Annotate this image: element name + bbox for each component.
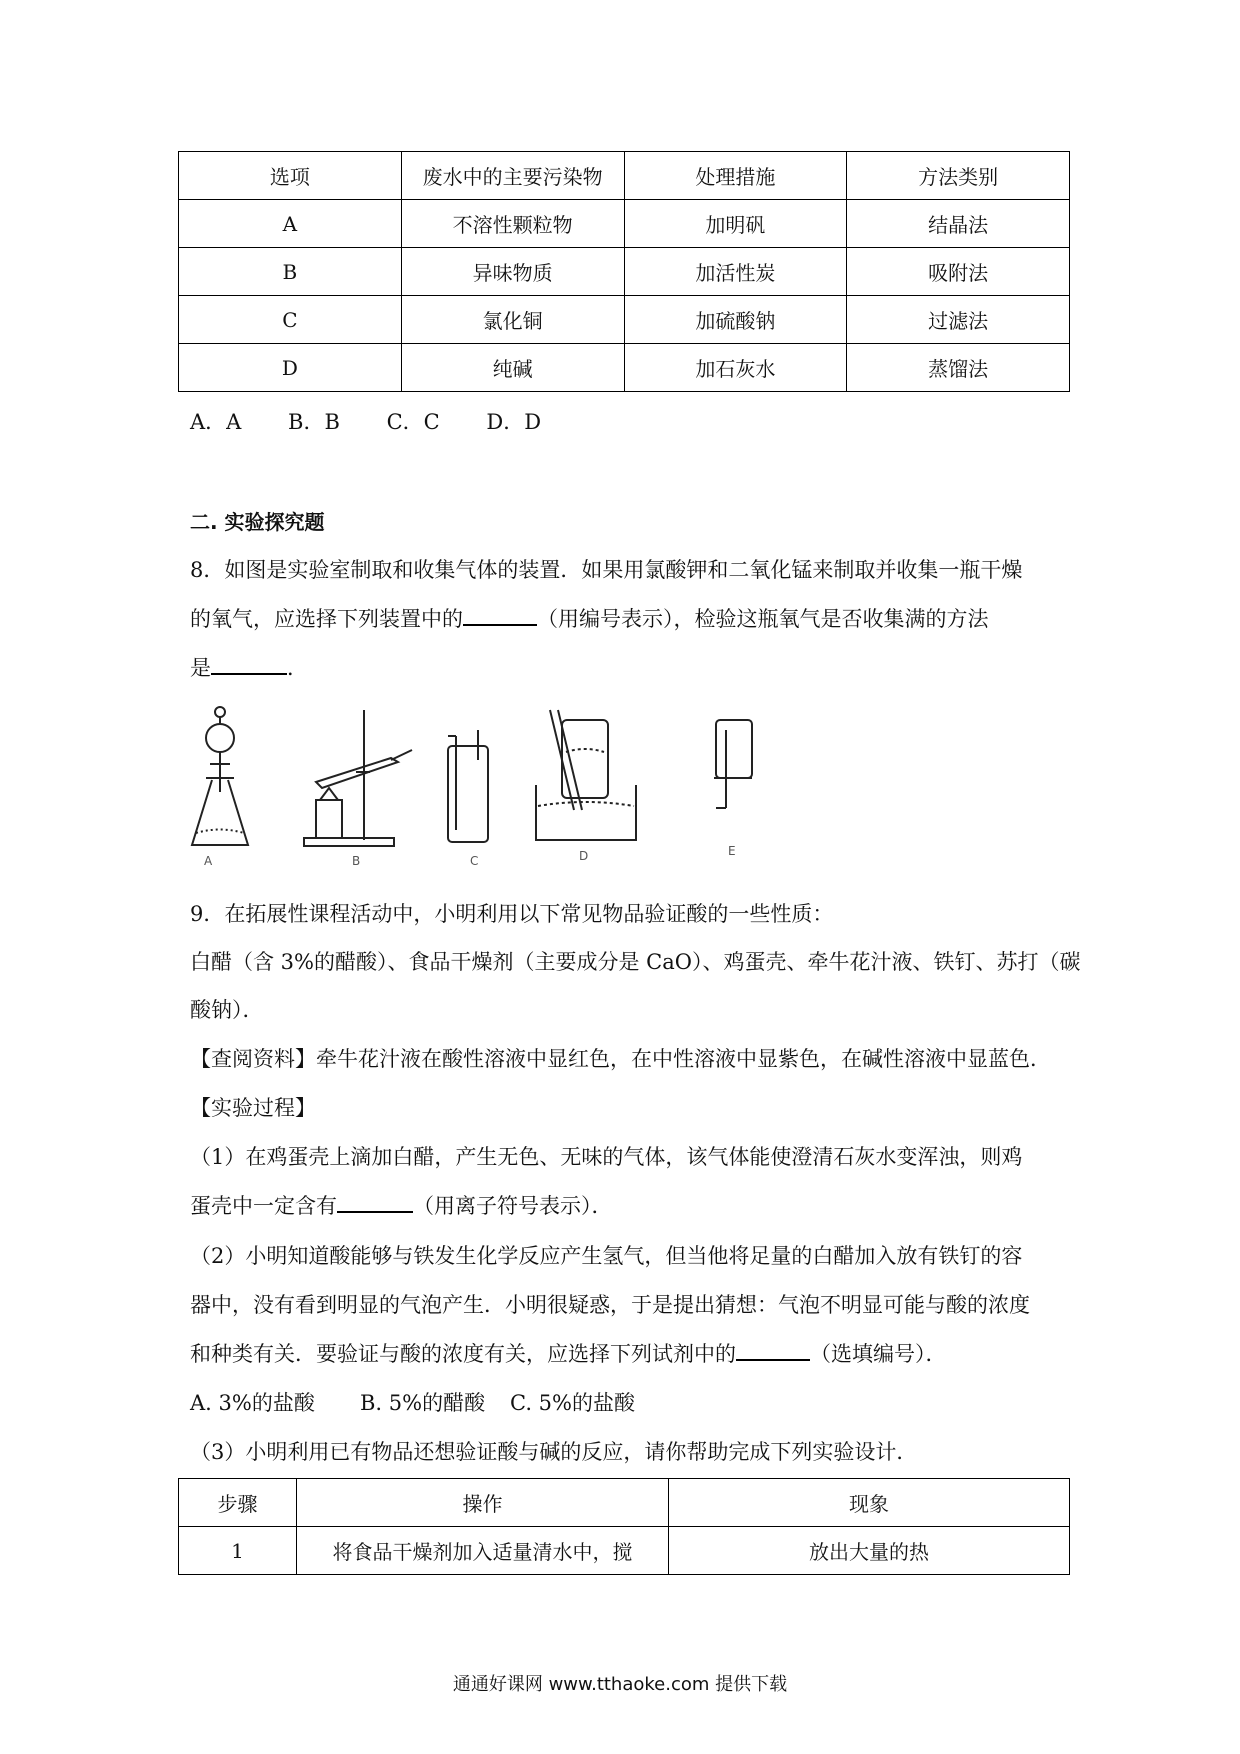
q9-part2-line: 器中，没有看到明显的气泡产生．小明很疑惑，于是提出猜想：气泡不明显可能与酸的浓度 bbox=[190, 1293, 1030, 1317]
wastewater-table bbox=[178, 151, 1070, 392]
q9-part1-line bbox=[190, 1192, 613, 1220]
q9-intro: 9．在拓展性课程活动中，小明利用以下常见物品验证酸的一些性质： bbox=[190, 902, 834, 926]
table-cell: 氯化铜 bbox=[401, 296, 624, 344]
q9-reference: 【查阅资料】牵牛花汁液在酸性溶液中显红色，在中性溶液中显紫色，在碱性溶液中显蓝色． bbox=[190, 1047, 1051, 1071]
table-cell: 不溶性颗粒物 bbox=[401, 200, 624, 248]
header-cell: 操作 bbox=[297, 1479, 669, 1527]
table-header-row bbox=[179, 1479, 1070, 1527]
answer-blank bbox=[736, 1341, 810, 1361]
q8-text: 是 bbox=[190, 656, 211, 680]
label-c: C bbox=[470, 854, 479, 868]
q8-text-line bbox=[190, 654, 308, 682]
q9-text: 和种类有关．要验证与酸的浓度有关，应选择下列试剂中的 bbox=[190, 1342, 736, 1366]
table-cell: 过滤法 bbox=[847, 296, 1070, 344]
q8-text-line: 8．如图是实验室制取和收集气体的装置．如果用氯酸钾和二氧化锰来制取并收集一瓶干燥 bbox=[190, 558, 1023, 582]
q9-part1-line: （1）在鸡蛋壳上滴加白醋，产生无色、无味的气体，该气体能使澄清石灰水变浑浊，则鸡 bbox=[190, 1145, 1023, 1169]
experiment-table bbox=[178, 1478, 1070, 1575]
header-cell: 现象 bbox=[669, 1479, 1070, 1527]
q9-text: （用离子符号表示）． bbox=[413, 1194, 613, 1218]
header-cell: 方法类别 bbox=[847, 152, 1070, 200]
label-b: B bbox=[352, 854, 361, 868]
table-cell: A bbox=[179, 200, 402, 248]
page-footer: 通通好课网 www.tthaoke.com 提供下载 bbox=[452, 1674, 788, 1695]
table-row bbox=[179, 344, 1070, 392]
table-cell: 加明矾 bbox=[624, 200, 847, 248]
table-cell: 加活性炭 bbox=[624, 248, 847, 296]
q9-text: （选填编号）． bbox=[810, 1342, 947, 1366]
table-row bbox=[179, 200, 1070, 248]
table-cell: D bbox=[179, 344, 402, 392]
option-a: A. 3%的盐酸 bbox=[190, 1391, 315, 1415]
label-d: D bbox=[579, 849, 589, 863]
section-title: 二. 实验探究题 bbox=[190, 510, 325, 534]
table-row bbox=[179, 296, 1070, 344]
table-cell: 1 bbox=[179, 1527, 297, 1575]
q8-text-line bbox=[190, 605, 989, 633]
table-row bbox=[179, 1527, 1070, 1575]
q8-text: 的氧气，应选择下列装置中的 bbox=[190, 607, 463, 631]
label-a: A bbox=[204, 854, 213, 868]
option-c: C. 5%的盐酸 bbox=[510, 1391, 635, 1415]
table-row bbox=[179, 248, 1070, 296]
apparatus-e bbox=[714, 720, 752, 808]
apparatus-b bbox=[304, 710, 412, 846]
answer-blank bbox=[337, 1193, 413, 1213]
table-header-row bbox=[179, 152, 1070, 200]
table-cell: 结晶法 bbox=[847, 200, 1070, 248]
option-d: D．D bbox=[486, 410, 542, 434]
label-e: E bbox=[728, 844, 736, 858]
header-cell: 步骤 bbox=[179, 1479, 297, 1527]
q9-part2-line: （2）小明知道酸能够与铁发生化学反应产生氢气，但当他将足量的白醋加入放有铁钉的容 bbox=[190, 1244, 1023, 1268]
q9-part2-options bbox=[190, 1389, 635, 1417]
option-a: A．A bbox=[190, 410, 242, 434]
table-cell: 蒸馏法 bbox=[847, 344, 1070, 392]
answer-blank bbox=[463, 606, 537, 626]
table-cell: 异味物质 bbox=[401, 248, 624, 296]
option-b: B. 5%的醋酸 bbox=[360, 1391, 486, 1415]
header-cell: 处理措施 bbox=[624, 152, 847, 200]
header-cell: 选项 bbox=[179, 152, 402, 200]
apparatus-figure bbox=[186, 700, 816, 875]
q9-items-line: 白醋（含 3%的醋酸）、食品干燥剂（主要成分是 CaO）、鸡蛋壳、牵牛花汁液、铁钉、苏打（碳 bbox=[190, 950, 1081, 974]
table-cell: B bbox=[179, 248, 402, 296]
q9-part2-line bbox=[190, 1340, 947, 1368]
answer-blank bbox=[211, 655, 287, 675]
table-cell: 将食品干燥剂加入适量清水中，搅 bbox=[297, 1527, 669, 1575]
table-cell: 纯碱 bbox=[401, 344, 624, 392]
q9-part3-line: （3）小明利用已有物品还想验证酸与碱的反应，请你帮助完成下列实验设计． bbox=[190, 1440, 918, 1464]
table-cell: 放出大量的热 bbox=[669, 1527, 1070, 1575]
q9-items-line: 酸钠）． bbox=[190, 998, 264, 1022]
header-cell: 废水中的主要污染物 bbox=[401, 152, 624, 200]
option-c: C．C bbox=[386, 410, 440, 434]
apparatus-a bbox=[192, 707, 248, 845]
table-cell: 加石灰水 bbox=[624, 344, 847, 392]
apparatus-c bbox=[448, 730, 488, 842]
q9-process-title: 【实验过程】 bbox=[190, 1096, 316, 1120]
table-cell: 加硫酸钠 bbox=[624, 296, 847, 344]
option-b: B．B bbox=[288, 410, 340, 434]
q7-options bbox=[190, 408, 581, 436]
apparatus-d bbox=[536, 710, 636, 840]
table-cell: C bbox=[179, 296, 402, 344]
q8-text: ． bbox=[287, 656, 308, 680]
q9-text: 蛋壳中一定含有 bbox=[190, 1194, 337, 1218]
q8-text: （用编号表示），检验这瓶氧气是否收集满的方法 bbox=[537, 607, 989, 631]
table-cell: 吸附法 bbox=[847, 248, 1070, 296]
